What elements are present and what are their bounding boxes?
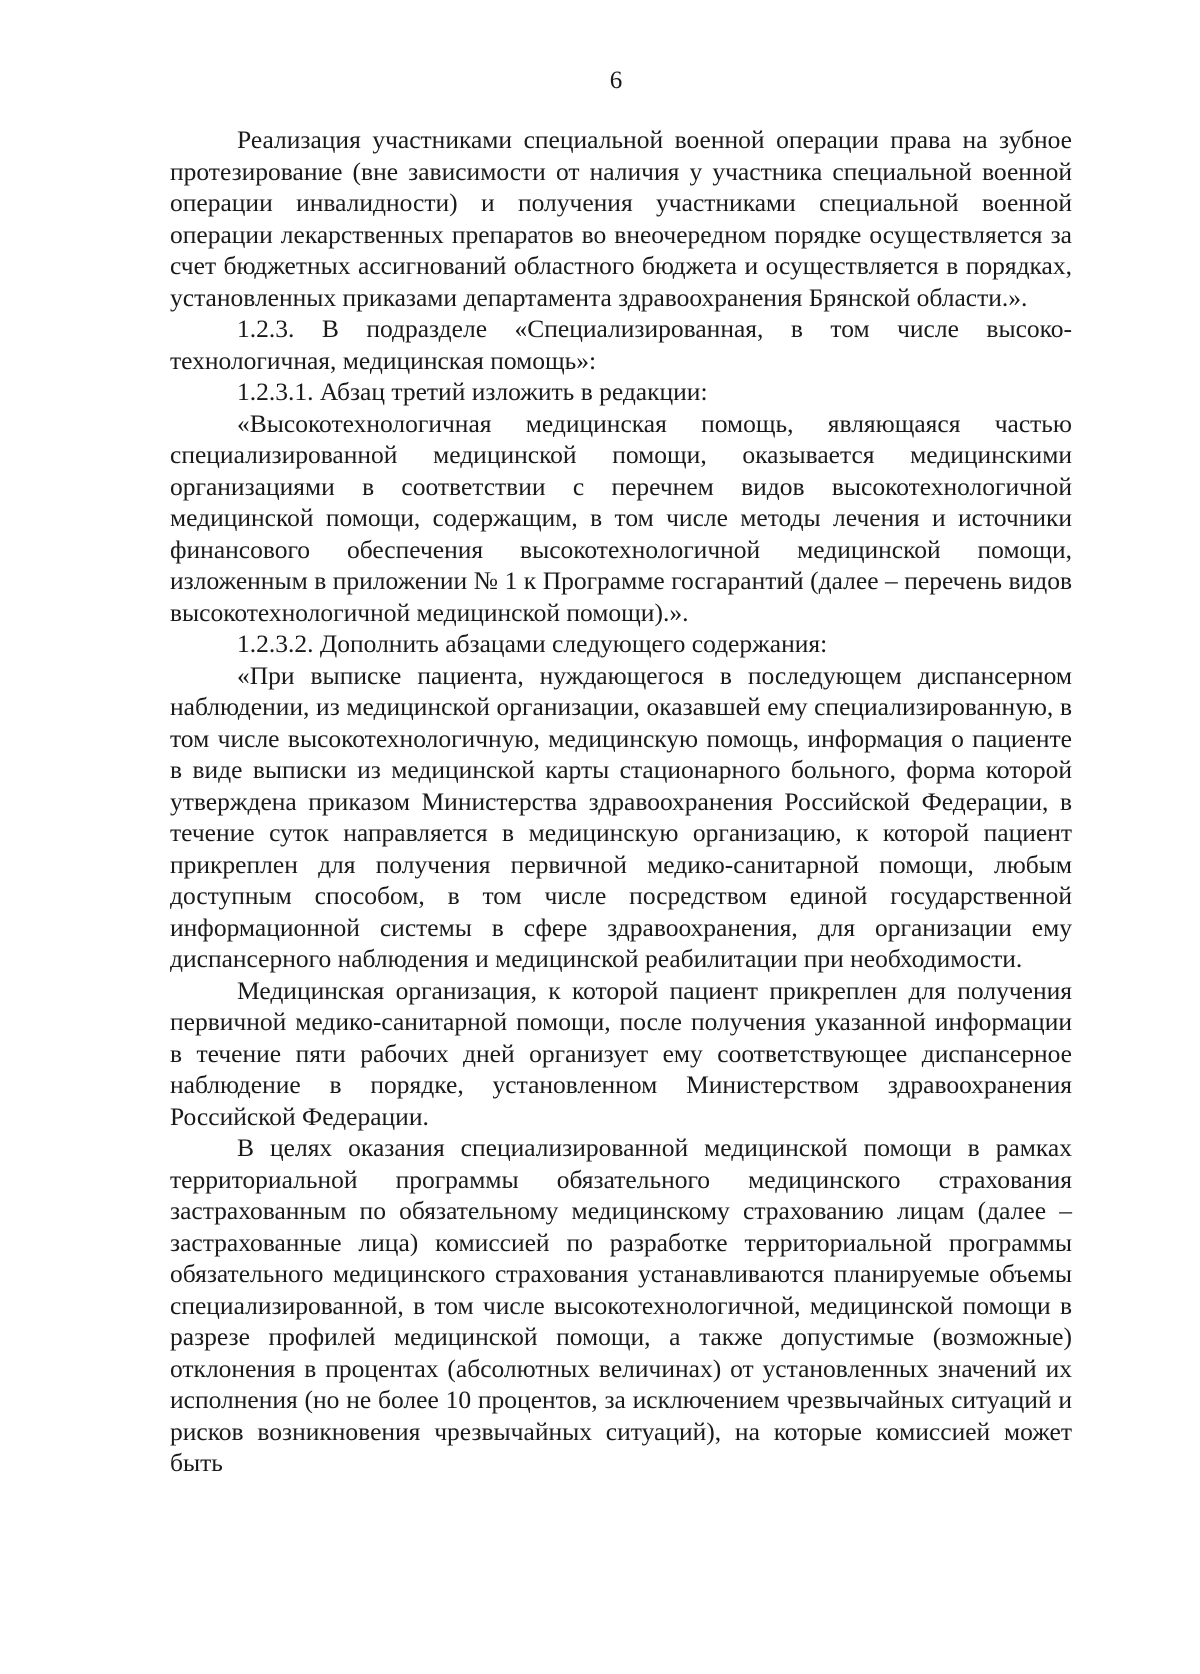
paragraph-dental-prosthetics: Реализация участниками специальной военной операции права на зубное протезирование (вне зависимости от наличия у участника специальной военной операции инвалидности) и получения участниками специальной военной операции лекарственных препаратов во внеочередном порядке осуществляется за счет бюджетных ассигнований областного бюджета и осуществляется в порядках, установленных приказами департамента здравоохранения Брянской области.». bbox=[170, 125, 1072, 312]
paragraph-section-1-2-3: 1.2.3. В подразделе «Специализированная, в том числе высокотехнологичная, медицинская помощь»: bbox=[170, 314, 1072, 375]
paragraph-specialized-care-volumes: В целях оказания специализированной медицинской помощи в рамках территориальной программы обязательного медицинского страхования застрахованным по обязательному медицинскому страхованию лицам (далее – застрахованные лица) комиссией по разработке территориальной программы обязательного медицинского страхования устанавливаются планируемые объемы специализированной, в том числе высокотехнологичной, медицинской помощи в разрезе профилей медицинской помощи, а также допустимые (возможные) отклонения в процентах (абсолютных величинах) от установленных значений их исполнения (но не более 10 процентов, за исключением чрезвычайных ситуаций и рисков возникновения чрезвычайных ситуаций), на которые комиссией может быть bbox=[170, 1133, 1072, 1477]
document-body bbox=[170, 124, 1072, 1479]
paragraph-high-tech-care: «Высокотехнологичная медицинская помощь, являющаяся частью специализированной медицинской помощи, оказывается медицинскими организациями в соответствии с перечнем видов высокотехнологичной медицинской помощи, содержащим, в том числе методы лечения и источники финансового обеспечения высокотехнологичной медицинской помощи, изложенным в приложении № 1 к Программе госгарантий (далее – перечень видов высокотехнологичной медицинской помощи).». bbox=[170, 408, 1072, 627]
paragraph-patient-discharge: «При выписке пациента, нуждающегося в последующем диспансерном наблюдении, из медицинской организации, оказавшей ему специализированную, в том числе высокотехнологичную, медицинскую помощь, информация о пациенте в виде выписки из медицинской карты стационарного больного, форма которой утверждена приказом Министерства здравоохранения Российской Федерации, в течение суток направляется в медицинскую организацию, к которой пациент прикреплен для получения первичной медико-санитарной помощи, любым доступным способом, в том числе посредством единой государственной информационной системы в сфере здравоохранения, для организации ему диспансерного наблюдения и медицинской реабилитации при необходимости. bbox=[170, 660, 1072, 973]
paragraph-section-1-2-3-1: 1.2.3.1. Абзац третий изложить в редакции: bbox=[237, 377, 708, 406]
page-number: 6 bbox=[609, 67, 623, 94]
paragraph-section-1-2-3-2: 1.2.3.2. Дополнить абзацами следующего содержания: bbox=[237, 629, 828, 658]
paragraph-medical-organization: Медицинская организация, к которой пациент прикреплен для получения первичной медико-санитарной помощи, после получения указанной информации в течение пяти рабочих дней организует ему соответствующее диспансерное наблюдение в порядке, установленном Министерством здравоохранения Российской Федерации. bbox=[170, 975, 1072, 1131]
